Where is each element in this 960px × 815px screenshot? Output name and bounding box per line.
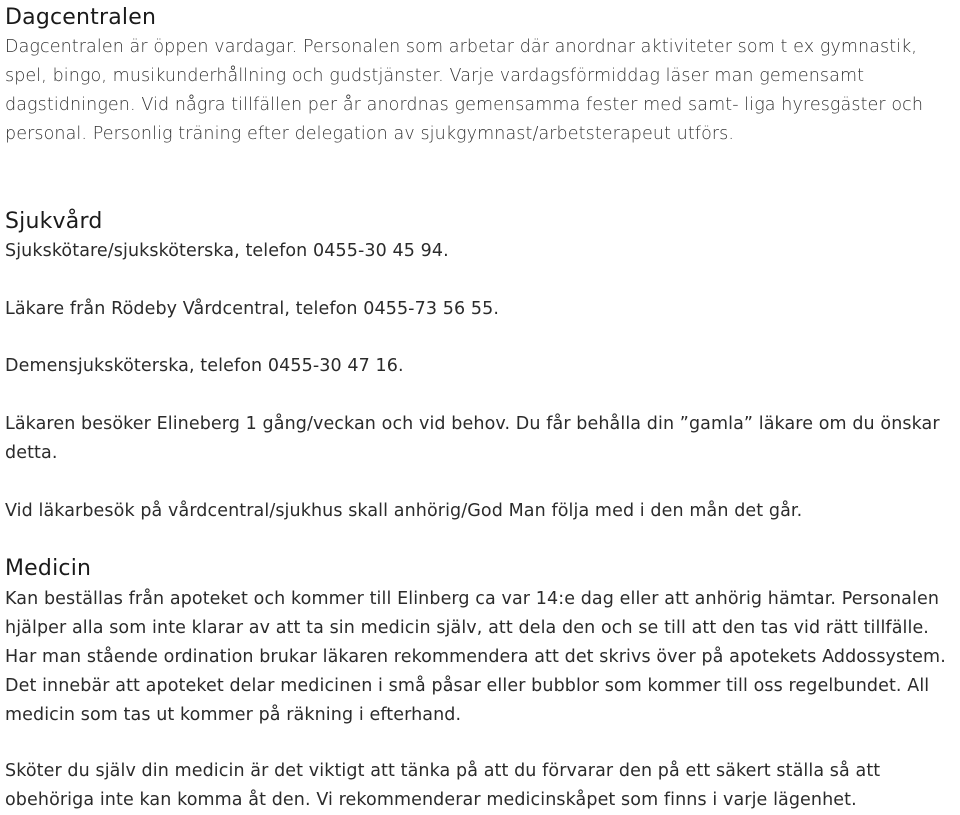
paragraph-medicin-ordering: Kan beställas från apoteket och kommer till Elinberg ca var 14:e dag eller att anhörig hämtar. Personalen hjälper alla som inte klarar av att ta sin medicin själv, att dela den och se till att den tas vid rätt tillfälle. Har man stående ordination brukar läkaren rekommendera att det skrivs över på apotekets Addossystem. Det innebär att apoteket delar medicinen i små påsar eller bubblor som kommer till oss regelbundet. All medicin som tas ut kommer på räkning i efterhand. (5, 589, 946, 725)
heading-medicin: Medicin (5, 556, 92, 581)
sjukvard-doctor-visits: Läkaren besöker Elineberg 1 gång/veckan och vid behov. Du får behålla din ”gamla” läkare om du önskar detta. (5, 414, 940, 463)
sjukvard-accompany-note: Vid läkarbesök på vårdcentral/sjukhus skall anhörig/God Man följa med i den mån det går. (5, 501, 803, 521)
heading-sjukvard: Sjukvård (5, 209, 103, 234)
heading-dagcentralen: Dagcentralen (5, 5, 157, 30)
sjukvard-dementia-nurse-phone: Demensjuksköterska, telefon 0455-30 47 16. (5, 356, 404, 376)
paragraph-dagcentralen: Dagcentralen är öppen vardagar. Personalen som arbetar där anordnar aktiviteter som t ex gymnastik, spel, bingo, musikunderhållning och gudstjänster. Varje vardagsförmiddag läser man gemensamt dagstidningen. Vid några tillfällen per år anordnas gemensamma fester med samt- liga hyresgäster och personal. Personlig träning efter delegation av sjukgymnast/arbetsterapeut utförs. (5, 37, 924, 144)
sjukvard-nurse-phone: Sjukskötare/sjuksköterska, telefon 0455-30 45 94. (5, 241, 449, 261)
paragraph-medicin-storage: Sköter du själv din medicin är det viktigt att tänka på att du förvarar den på ett säkert ställa så att obehöriga inte kan komma åt den. Vi rekommenderar medicinskåpet som finns i varje lägenhet. (5, 761, 881, 810)
sjukvard-doctor-phone: Läkare från Rödeby Vårdcentral, telefon 0455-73 56 55. (5, 299, 499, 319)
